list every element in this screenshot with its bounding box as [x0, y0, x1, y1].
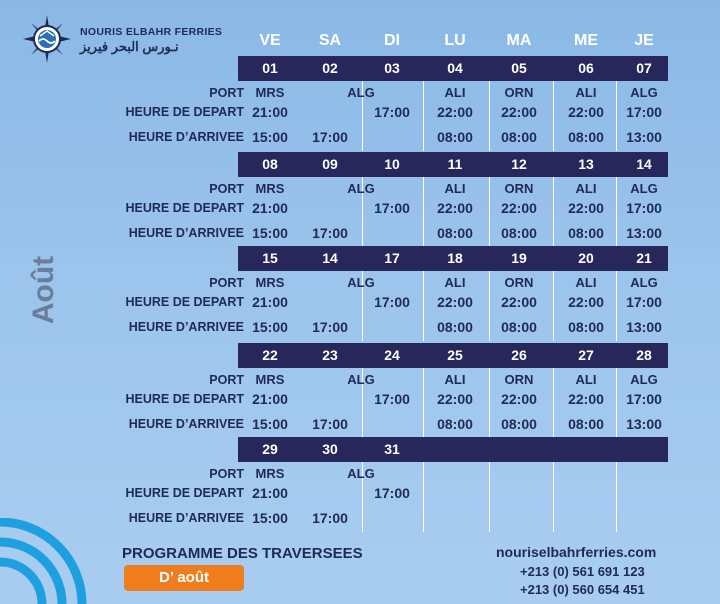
program-title: PROGRAMME DES TRAVERSEES [122, 545, 363, 562]
port-code: ALI [575, 181, 597, 196]
column-divider [553, 81, 554, 151]
date-number: 26 [511, 347, 527, 363]
column-divider [553, 368, 554, 438]
date-number: 07 [636, 60, 652, 76]
month-side-title: Août [27, 255, 60, 325]
arrival-time: 17:00 [312, 225, 348, 241]
port-label: PORT [209, 276, 244, 290]
phone-number-1[interactable]: +213 (0) 561 691 123 [520, 564, 645, 579]
arrival-time: 08:00 [568, 225, 604, 241]
date-number: 21 [636, 250, 652, 266]
arrival-time: 08:00 [568, 319, 604, 335]
column-divider [553, 271, 554, 341]
port-code: MRS [255, 181, 285, 196]
arrival-time: 15:00 [252, 225, 288, 241]
port-code: ALI [444, 275, 466, 290]
departure-time: 21:00 [252, 200, 288, 216]
arrival-time: 17:00 [312, 416, 348, 432]
arrival-label: HEURE D’ARRIVEE [128, 130, 244, 144]
port-label: PORT [209, 467, 244, 481]
port-code: ORN [504, 181, 534, 196]
departure-label: HEURE DE DEPART [125, 105, 244, 119]
departure-time: 21:00 [252, 104, 288, 120]
date-number: 30 [322, 441, 338, 457]
departure-time: 22:00 [437, 200, 473, 216]
column-divider [423, 81, 424, 151]
column-divider [423, 462, 424, 532]
port-label: PORT [209, 182, 244, 196]
date-number: 31 [384, 441, 400, 457]
port-code: ALG [630, 85, 658, 100]
departure-time: 17:00 [374, 391, 410, 407]
date-number: 25 [447, 347, 463, 363]
arrival-time: 08:00 [568, 129, 604, 145]
arrival-time: 08:00 [501, 129, 537, 145]
port-code: ALI [444, 181, 466, 196]
port-code: MRS [255, 85, 285, 100]
departure-time: 22:00 [437, 104, 473, 120]
brand-name-en: NOURIS ELBAHR FERRIES [80, 26, 223, 38]
departure-label: HEURE DE DEPART [125, 486, 244, 500]
port-code: ALI [575, 275, 597, 290]
arrival-time: 08:00 [501, 319, 537, 335]
departure-time: 22:00 [568, 294, 604, 310]
day-header: LU [444, 32, 466, 49]
port-code: ALG [630, 275, 658, 290]
day-header: MA [506, 32, 532, 49]
date-number: 08 [262, 156, 278, 172]
arrival-time: 08:00 [501, 225, 537, 241]
departure-time: 22:00 [501, 104, 537, 120]
departure-time: 17:00 [626, 104, 662, 120]
date-number: 13 [578, 156, 594, 172]
compass-logo-icon [22, 14, 72, 64]
column-divider [553, 177, 554, 247]
arrival-time: 13:00 [626, 319, 662, 335]
date-number: 27 [578, 347, 594, 363]
departure-time: 21:00 [252, 294, 288, 310]
arrival-label: HEURE D’ARRIVEE [128, 417, 244, 431]
column-divider [489, 462, 490, 532]
date-number: 01 [262, 60, 278, 76]
date-number: 19 [511, 250, 527, 266]
column-divider [423, 368, 424, 438]
brand-name-ar: نـورس البحر فيريز [80, 39, 179, 54]
departure-time: 22:00 [501, 294, 537, 310]
departure-time: 22:00 [437, 294, 473, 310]
departure-time: 17:00 [374, 485, 410, 501]
arrival-time: 15:00 [252, 416, 288, 432]
date-number: 12 [511, 156, 527, 172]
date-number: 14 [636, 156, 652, 172]
arrival-time: 08:00 [437, 225, 473, 241]
port-label: PORT [209, 86, 244, 100]
departure-time: 22:00 [437, 391, 473, 407]
arrival-time: 13:00 [626, 225, 662, 241]
date-number: 28 [636, 347, 652, 363]
date-number: 03 [384, 60, 400, 76]
port-code: ALG [347, 466, 375, 481]
port-code: ORN [504, 85, 534, 100]
departure-time: 22:00 [501, 200, 537, 216]
departure-time: 17:00 [374, 104, 410, 120]
date-number: 23 [322, 347, 338, 363]
port-code: ALG [347, 275, 375, 290]
day-header: VE [259, 32, 281, 49]
arrival-time: 08:00 [437, 319, 473, 335]
departure-time: 22:00 [501, 391, 537, 407]
month-badge: D’ août [124, 565, 244, 591]
departure-label: HEURE DE DEPART [125, 201, 244, 215]
date-number: 22 [262, 347, 278, 363]
arrival-time: 17:00 [312, 129, 348, 145]
departure-time: 17:00 [626, 200, 662, 216]
date-number: 20 [578, 250, 594, 266]
departure-time: 17:00 [626, 391, 662, 407]
arrival-label: HEURE D’ARRIVEE [128, 320, 244, 334]
date-number: 18 [447, 250, 463, 266]
departure-time: 17:00 [626, 294, 662, 310]
date-number: 06 [578, 60, 594, 76]
port-code: ALI [575, 372, 597, 387]
column-divider [423, 271, 424, 341]
date-number: 11 [447, 156, 463, 172]
port-code: ALG [347, 85, 375, 100]
port-code: ALG [347, 372, 375, 387]
date-number: 05 [511, 60, 527, 76]
day-header: DI [384, 32, 400, 49]
arrival-time: 15:00 [252, 510, 288, 526]
departure-label: HEURE DE DEPART [125, 295, 244, 309]
signal-waves-icon [0, 518, 110, 604]
departure-time: 22:00 [568, 200, 604, 216]
arrival-time: 08:00 [437, 416, 473, 432]
day-header: JE [634, 32, 654, 49]
date-number: 14 [322, 250, 338, 266]
date-number: 17 [384, 250, 400, 266]
arrival-label: HEURE D’ARRIVEE [128, 226, 244, 240]
departure-time: 21:00 [252, 485, 288, 501]
departure-time: 22:00 [568, 391, 604, 407]
port-code: ALI [575, 85, 597, 100]
port-code: ALG [347, 181, 375, 196]
column-divider [616, 462, 617, 532]
date-number: 29 [262, 441, 278, 457]
departure-time: 21:00 [252, 391, 288, 407]
day-header: SA [318, 32, 342, 49]
port-code: ALG [630, 372, 658, 387]
arrival-time: 15:00 [252, 319, 288, 335]
phone-number-2[interactable]: +213 (0) 560 654 451 [520, 582, 645, 597]
arrival-time: 08:00 [501, 416, 537, 432]
arrival-time: 08:00 [437, 129, 473, 145]
date-number: 10 [384, 156, 400, 172]
date-number: 24 [384, 347, 400, 363]
departure-label: HEURE DE DEPART [125, 392, 244, 406]
arrival-time: 08:00 [568, 416, 604, 432]
date-number: 04 [447, 60, 463, 76]
port-code: ALG [630, 181, 658, 196]
arrival-time: 13:00 [626, 416, 662, 432]
departure-time: 17:00 [374, 294, 410, 310]
port-code: ORN [504, 275, 534, 290]
date-number: 15 [262, 250, 278, 266]
port-code: MRS [255, 275, 285, 290]
port-code: ALI [444, 372, 466, 387]
day-header: ME [574, 32, 598, 49]
port-label: PORT [209, 373, 244, 387]
arrival-time: 17:00 [312, 319, 348, 335]
website-link[interactable]: nouriselbahrferries.com [496, 544, 657, 560]
arrival-time: 15:00 [252, 129, 288, 145]
arrival-time: 17:00 [312, 510, 348, 526]
departure-time: 22:00 [568, 104, 604, 120]
port-code: ALI [444, 85, 466, 100]
arrival-label: HEURE D’ARRIVEE [128, 511, 244, 525]
date-number: 02 [322, 60, 338, 76]
week-date-band [238, 437, 668, 462]
arrival-time: 13:00 [626, 129, 662, 145]
port-code: ORN [504, 372, 534, 387]
date-number: 09 [322, 156, 338, 172]
port-code: MRS [255, 466, 285, 481]
column-divider [423, 177, 424, 247]
column-divider [553, 462, 554, 532]
departure-time: 17:00 [374, 200, 410, 216]
port-code: MRS [255, 372, 285, 387]
